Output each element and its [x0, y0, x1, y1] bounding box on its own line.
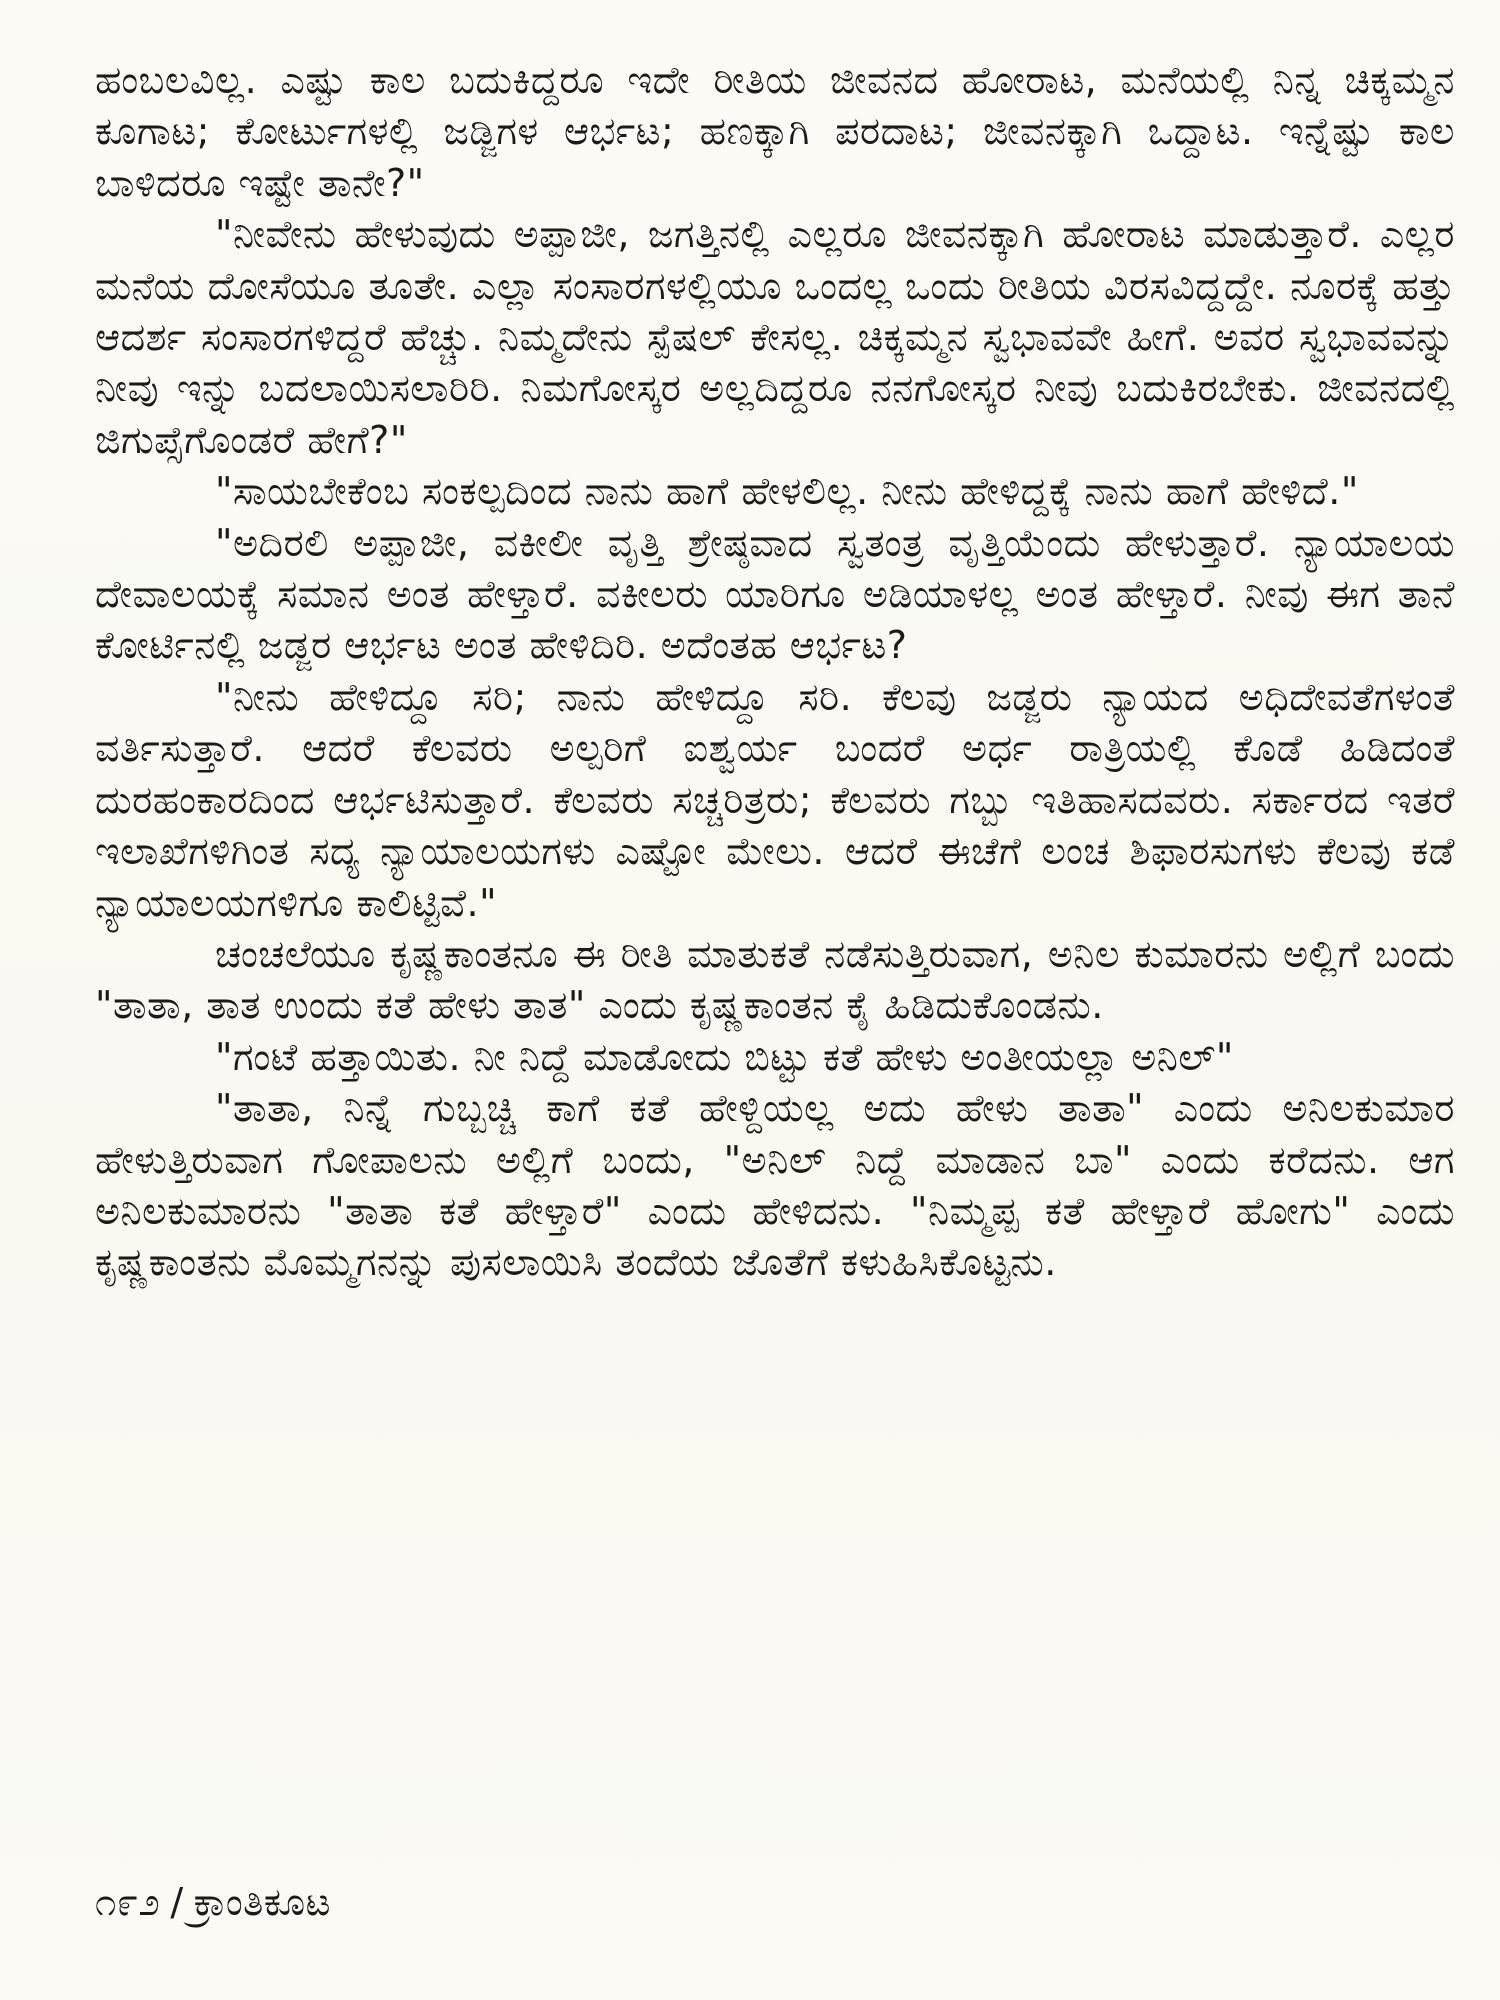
page-footer	[95, 1880, 331, 1925]
paragraph: "ತಾತಾ, ನಿನ್ನೆ ಗುಬ್ಬಚ್ಚಿ ಕಾಗೆ ಕತೆ ಹೇಳ್ದಿಯಲ್ಲ ಅದು ಹೇಳು ತಾತಾ" ಎಂದು ಅನಿಲಕುಮಾರ ಹೇಳುತ್ತಿರುವಾಗ ಗೋಪಾಲನು ಅಲ್ಲಿಗೆ ಬಂದು, "ಅನಿಲ್ ನಿದ್ದೆ ಮಾಡಾನ ಬಾ" ಎಂದು ಕರೆದನು. ಆಗ ಅನಿಲಕುಮಾರನು "ತಾತಾ ಕತೆ ಹೇಳ್ತಾರೆ" ಎಂದು ಹೇಳಿದನು. "ನಿಮ್ಮಪ್ಪ ಕತೆ ಹೇಳ್ತಾರೆ ಹೋಗು" ಎಂದು ಕೃಷ್ಣಕಾಂತನು ಮೊಮ್ಮಗನನ್ನು ಪುಸಲಾಯಿಸಿ ತಂದೆಯ ಜೊತೆಗೆ ಕಳುಹಿಸಿಕೊಟ್ಟನು.	[95, 1086, 1455, 1285]
paragraph: "ನೀವೇನು ಹೇಳುವುದು ಅಪ್ಪಾಜೀ, ಜಗತ್ತಿನಲ್ಲಿ ಎಲ್ಲರೂ ಜೀವನಕ್ಕಾಗಿ ಹೋರಾಟ ಮಾಡುತ್ತಾರೆ. ಎಲ್ಲರ ಮನೆಯ ದೋಸೆಯೂ ತೂತೇ. ಎಲ್ಲಾ ಸಂಸಾರಗಳಲ್ಲಿಯೂ ಒಂದಲ್ಲ ಒಂದು ರೀತಿಯ ವಿರಸವಿದ್ದದ್ದೇ. ನೂರಕ್ಕೆ ಹತ್ತು ಆದರ್ಶ ಸಂಸಾರಗಳಿದ್ದರೆ ಹೆಚ್ಚು. ನಿಮ್ಮದೇನು ಸ್ಪೆಷಲ್ ಕೇಸಲ್ಲ. ಚಿಕ್ಕಮ್ಮನ ಸ್ವಭಾವವೇ ಹೀಗೆ. ಅವರ ಸ್ವಭಾವವನ್ನು ನೀವು ಇನ್ನು ಬದಲಾಯಿಸಲಾರಿರಿ. ನಿಮಗೋಸ್ಕರ ಅಲ್ಲದಿದ್ದರೂ ನನಗೋಸ್ಕರ ನೀವು ಬದುಕಿರಬೇಕು. ಜೀವನದಲ್ಲಿ ಜಿಗುಪ್ಸೆಗೊಂಡರೆ ಹೇಗೆ?"	[95, 212, 1455, 462]
paragraph: "ಗಂಟೆ ಹತ್ತಾಯಿತು. ನೀ ನಿದ್ದೆ ಮಾಡೋದು ಬಿಟ್ಟು ಕತೆ ಹೇಳು ಅಂತೀಯಲ್ಲಾ ಅನಿಲ್"	[215, 1034, 1234, 1079]
footer-separator: /	[170, 1880, 184, 1924]
paragraph: "ಅದಿರಲಿ ಅಪ್ಪಾಜೀ, ವಕೀಲೀ ವೃತ್ತಿ ಶ್ರೇಷ್ಠವಾದ ಸ್ವತಂತ್ರ ವೃತ್ತಿಯೆಂದು ಹೇಳುತ್ತಾರೆ. ನ್ಯಾಯಾಲಯ ದೇವಾಲಯಕ್ಕೆ ಸಮಾನ ಅಂತ ಹೇಳ್ತಾರೆ. ವಕೀಲರು ಯಾರಿಗೂ ಅಡಿಯಾಳಲ್ಲ ಅಂತ ಹೇಳ್ತಾರೆ. ನೀವು ಈಗ ತಾನೆ ಕೋರ್ಟಿನಲ್ಲಿ ಜಡ್ಜರ ಆರ್ಭಟ ಅಂತ ಹೇಳಿದಿರಿ. ಅದೆಂತಹ ಆರ್ಭಟ?	[95, 520, 1455, 668]
paragraph: "ನೀನು ಹೇಳಿದ್ದೂ ಸರಿ; ನಾನು ಹೇಳಿದ್ದೂ ಸರಿ. ಕೆಲವು ಜಡ್ಜರು ನ್ಯಾಯದ ಅಧಿದೇವತೆಗಳಂತೆ ವರ್ತಿಸುತ್ತಾರೆ. ಆದರೆ ಕೆಲವರು ಅಲ್ಪರಿಗೆ ಐಶ್ವರ್ಯ ಬಂದರೆ ಅರ್ಧ ರಾತ್ರಿಯಲ್ಲಿ ಕೊಡೆ ಹಿಡಿದಂತೆ ದುರಹಂಕಾರದಿಂದ ಆರ್ಭಟಿಸುತ್ತಾರೆ. ಕೆಲವರು ಸಚ್ಚರಿತ್ರರು; ಕೆಲವರು ಗಬ್ಬು ಇತಿಹಾಸದವರು. ಸರ್ಕಾರದ ಇತರೆ ಇಲಾಖೆಗಳಿಗಿಂತ ಸದ್ಯ ನ್ಯಾಯಾಲಯಗಳು ಎಷ್ಟೋ ಮೇಲು. ಆದರೆ ಈಚೆಗೆ ಲಂಚ ಶಿಫಾರಸುಗಳು ಕೆಲವು ಕಡೆ ನ್ಯಾಯಾಲಯಗಳಿಗೂ ಕಾಲಿಟ್ಟಿವೆ."	[95, 674, 1455, 925]
paragraph: ಹಂಬಲವಿಲ್ಲ. ಎಷ್ಟು ಕಾಲ ಬದುಕಿದ್ದರೂ ಇದೇ ರೀತಿಯ ಜೀವನದ ಹೋರಾಟ, ಮನೆಯಲ್ಲಿ ನಿನ್ನ ಚಿಕ್ಕಮ್ಮನ ಕೂಗಾಟ; ಕೋರ್ಟುಗಳಲ್ಲಿ ಜಡ್ಜಿಗಳ ಆರ್ಭಟ; ಹಣಕ್ಕಾಗಿ ಪರದಾಟ; ಜೀವನಕ್ಕಾಗಿ ಒದ್ದಾಟ. ಇನ್ನೆಷ್ಟು ಕಾಲ ಬಾಳಿದರೂ ಇಷ್ಟೇ ತಾನೇ?"	[95, 58, 1455, 205]
paragraph: "ಸಾಯಬೇಕೆಂಬ ಸಂಕಲ್ಪದಿಂದ ನಾನು ಹಾಗೆ ಹೇಳಲಿಲ್ಲ. ನೀನು ಹೇಳಿದ್ದಕ್ಕೆ ನಾನು ಹಾಗೆ ಹೇಳಿದೆ."	[215, 469, 1359, 514]
page-number: ೧೯೨	[95, 1880, 161, 1924]
body-text	[95, 55, 1455, 1289]
book-title: ಕ್ರಾಂತಿಕೂಟ	[193, 1880, 331, 1924]
paragraph: ಚಂಚಲೆಯೂ ಕೃಷ್ಣಕಾಂತನೂ ಈ ರೀತಿ ಮಾತುಕತೆ ನಡೆಸುತ್ತಿರುವಾಗ, ಅನಿಲ ಕುಮಾರನು ಅಲ್ಲಿಗೆ ಬಂದು "ತಾತಾ, ತಾತ ಉಂದು ಕತೆ ಹೇಳು ತಾತ" ಎಂದು ಕೃಷ್ಣಕಾಂತನ ಕೈ ಹಿಡಿದುಕೊಂಡನು.	[95, 931, 1455, 1028]
